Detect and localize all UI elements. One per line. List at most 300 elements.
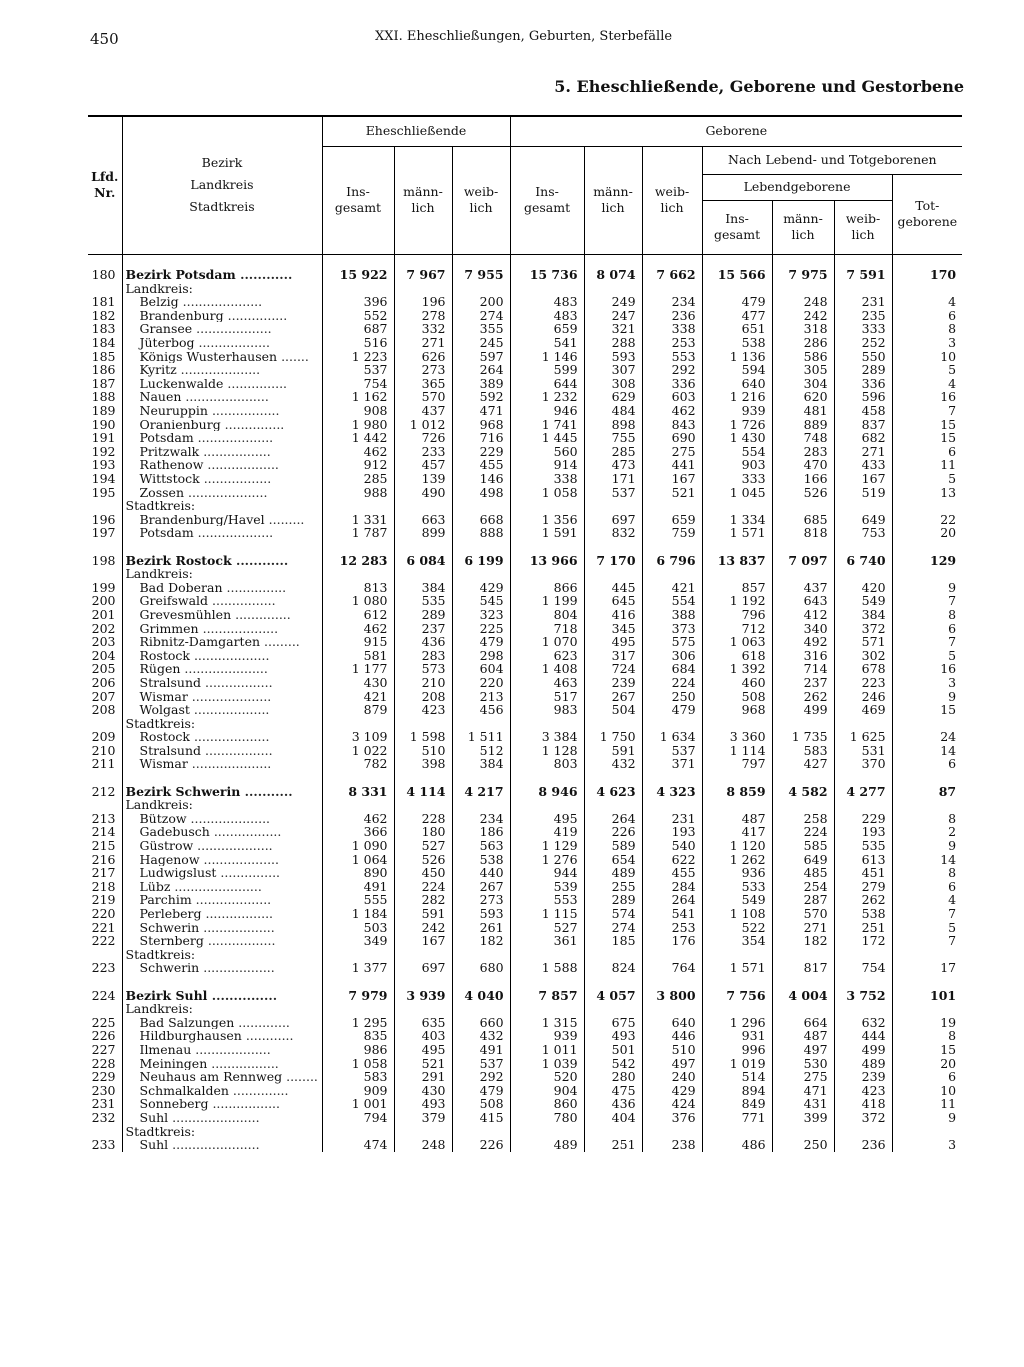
marriages-male-header: männ- lich	[394, 146, 452, 254]
marriages-female-cell: 245	[452, 336, 510, 350]
births-male-cell: 285	[584, 445, 642, 459]
region-name-cell	[122, 771, 322, 785]
live-total-cell: 15 566	[702, 268, 772, 282]
region-name-cell	[122, 730, 322, 744]
marriages-female-cell: 186	[452, 825, 510, 839]
region-name: Grevesmühlen	[139, 607, 232, 622]
births-female-cell: 236	[642, 309, 702, 323]
live-female-cell: 499	[834, 1043, 892, 1057]
spacer-cell	[892, 254, 962, 268]
region-name-cell	[122, 295, 322, 309]
births-female-cell: 479	[642, 703, 702, 717]
live-male-cell: 286	[772, 336, 834, 350]
region-name: Kyritz	[139, 363, 177, 377]
row-number-cell: 180	[91, 268, 116, 282]
region-name: Meiningen	[139, 1056, 208, 1071]
births-total-cell: 520	[510, 1070, 584, 1084]
row-number-cell: 227	[91, 1042, 116, 1057]
marriages-total-cell: 1 090	[322, 839, 394, 853]
stillbirths-cell	[892, 975, 962, 989]
leader-dots: ...............	[222, 580, 287, 595]
region-name: Stralsund	[139, 743, 202, 758]
marriages-total-cell: 1 331	[322, 513, 394, 527]
marriages-total-cell: 1 787	[322, 526, 394, 540]
marriages-male-cell: 384	[394, 581, 452, 595]
row-number-cell: 194	[91, 472, 116, 486]
table-row	[88, 1097, 962, 1111]
live-total-cell: 1 571	[702, 961, 772, 975]
marriages-total-cell: 1 377	[322, 961, 394, 975]
marriages-male-cell	[394, 948, 452, 962]
region-name-cell	[122, 907, 322, 921]
marriages-female-cell: 429	[452, 581, 510, 595]
region-name-cell	[122, 1111, 322, 1125]
row-number-cell: 224	[91, 988, 116, 1003]
group-label-row	[88, 798, 962, 812]
live-total-cell: 1 114	[702, 744, 772, 758]
marriages-female-cell: 455	[452, 458, 510, 472]
live-female-cell: 231	[834, 295, 892, 309]
row-number-cell: 200	[91, 594, 116, 608]
births-male-cell: 247	[584, 309, 642, 323]
spacer-cell	[834, 254, 892, 268]
row-number-cell	[88, 798, 122, 812]
region-name: Neuhaus am Rennweg	[139, 1070, 283, 1084]
births-female-cell	[642, 540, 702, 554]
births-male-cell: 274	[584, 921, 642, 935]
leader-dots: ...................	[198, 621, 279, 636]
births-male-cell: 542	[584, 1057, 642, 1071]
marriages-female-cell: 182	[452, 934, 510, 948]
region-name-cell	[122, 1029, 322, 1043]
live-female-cell: 549	[834, 594, 892, 608]
live-female-cell: 531	[834, 744, 892, 758]
marriages-total-cell: 986	[322, 1043, 394, 1057]
group-label-row	[88, 948, 962, 962]
marriages-male-cell: 398	[394, 757, 452, 771]
stillbirths-cell: 3	[892, 676, 962, 690]
births-total-cell: 1 315	[510, 1016, 584, 1030]
leader-dots: ......................	[168, 1138, 260, 1152]
row-number-cell: 195	[91, 485, 116, 500]
births-male-cell: 475	[584, 1084, 642, 1098]
leader-dots: ..................	[194, 336, 270, 350]
marriages-male-cell: 4 114	[394, 785, 452, 799]
marriages-male-cell: 526	[394, 853, 452, 867]
births-female-cell: 659	[642, 513, 702, 527]
stillbirths-cell: 8	[892, 322, 962, 336]
births-male-cell: 321	[584, 322, 642, 336]
region-name-cell	[122, 404, 322, 418]
row-number-cell: 230	[91, 1083, 116, 1098]
births-total-cell	[510, 975, 584, 989]
region-name: Schmalkalden	[139, 1083, 229, 1098]
marriages-male-cell: 535	[394, 594, 452, 608]
table-row	[88, 418, 962, 432]
live-female-cell: 596	[834, 390, 892, 404]
marriages-male-cell: 527	[394, 839, 452, 853]
births-total-cell: 718	[510, 622, 584, 636]
live-female-cell: 172	[834, 934, 892, 948]
births-male-cell	[584, 948, 642, 962]
live-total-cell: 3 360	[702, 730, 772, 744]
marriages-total-cell: 552	[322, 309, 394, 323]
births-female-cell: 684	[642, 662, 702, 676]
region-name-cell	[122, 757, 322, 771]
marriages-total-cell: 1 295	[322, 1016, 394, 1030]
leader-dots: ....................	[184, 485, 268, 500]
marriages-male-cell: 3 939	[394, 989, 452, 1003]
table-row	[88, 1043, 962, 1057]
live-total-cell: 1 571	[702, 526, 772, 540]
region-name: Bezirk Potsdam	[125, 268, 236, 282]
live-male-cell: 224	[772, 825, 834, 839]
marriages-total-cell	[322, 1125, 394, 1139]
live-female-cell: 469	[834, 703, 892, 717]
live-total-cell	[702, 948, 772, 962]
marriages-female-cell: 604	[452, 662, 510, 676]
region-name-cell	[122, 893, 322, 907]
live-female-cell	[834, 771, 892, 785]
marriages-male-cell	[394, 567, 452, 581]
marriages-total-cell: 1 162	[322, 390, 394, 404]
live-male-cell: 748	[772, 431, 834, 445]
region-name: Parchim	[139, 893, 192, 907]
marriages-male-cell: 271	[394, 336, 452, 350]
group-label: Stadtkreis:	[125, 499, 196, 513]
live-female-cell	[834, 540, 892, 554]
live-male-cell	[772, 717, 834, 731]
region-name-cell	[122, 390, 322, 404]
leader-dots: .................	[199, 472, 272, 486]
births-female-cell: 234	[642, 295, 702, 309]
marriages-total-cell: 421	[322, 690, 394, 704]
marriages-male-cell: 450	[394, 866, 452, 880]
region-name: Bezirk Suhl	[125, 988, 208, 1003]
births-total-cell	[510, 499, 584, 513]
table-row	[88, 893, 962, 907]
births-male-cell: 589	[584, 839, 642, 853]
region-name: Bad Doberan	[139, 580, 223, 595]
region-name: Gransee	[139, 322, 193, 337]
live-female-cell: 289	[834, 363, 892, 377]
births-male-cell: 308	[584, 377, 642, 391]
table-row	[88, 336, 962, 350]
live-female-cell: 535	[834, 839, 892, 853]
row-number-cell: 211	[91, 757, 116, 772]
births-total-cell: 489	[510, 1138, 584, 1152]
births-total-cell: 1 445	[510, 431, 584, 445]
row-number-cell: 232	[91, 1110, 116, 1125]
births-female-cell	[642, 717, 702, 731]
live-total-cell: 797	[702, 757, 772, 771]
leader-dots: .................	[201, 675, 273, 690]
live-total-cell: 894	[702, 1084, 772, 1098]
births-male-cell: 264	[584, 812, 642, 826]
leader-dots: ..................	[199, 920, 275, 935]
marriages-male-cell: 436	[394, 635, 452, 649]
marriages-total-cell: 555	[322, 893, 394, 907]
table-body	[88, 254, 962, 1152]
row-number-cell: 212	[91, 784, 116, 799]
births-female-cell: 537	[642, 744, 702, 758]
marriages-female-cell	[452, 499, 510, 513]
region-name-cell	[122, 377, 322, 391]
live-female-cell: 682	[834, 431, 892, 445]
stillbirths-cell: 7	[892, 934, 962, 948]
marriages-female-cell: 226	[452, 1138, 510, 1152]
live-male-cell: 287	[772, 893, 834, 907]
births-total-cell: 599	[510, 363, 584, 377]
region-name: Zossen	[139, 485, 184, 500]
row-number-cell: 183	[91, 322, 116, 337]
marriages-total-cell: 754	[322, 377, 394, 391]
marriages-male-cell: 663	[394, 513, 452, 527]
live-total-cell: 508	[702, 690, 772, 704]
table-row	[88, 866, 962, 880]
live-total-cell: 533	[702, 880, 772, 894]
row-number-cell: 220	[91, 907, 116, 921]
marriages-total-cell: 474	[322, 1138, 394, 1152]
table-row	[88, 622, 962, 636]
row-number-cell	[88, 540, 122, 554]
stillbirths-cell: 7	[892, 635, 962, 649]
marriages-total-cell: 908	[322, 404, 394, 418]
marriages-male-cell: 570	[394, 390, 452, 404]
live-total-cell: 538	[702, 336, 772, 350]
live-female-cell: 167	[834, 472, 892, 486]
births-female-cell: 575	[642, 635, 702, 649]
live-female-cell: 333	[834, 322, 892, 336]
lfd-nr-header: Lfd. Nr.	[88, 116, 122, 254]
marriages-total-cell: 1 184	[322, 907, 394, 921]
live-total-cell: 1 430	[702, 431, 772, 445]
group-label-cell	[122, 798, 322, 812]
region-name-cell	[122, 825, 322, 839]
marriages-male-cell: 196	[394, 295, 452, 309]
births-male-cell: 345	[584, 622, 642, 636]
live-total-cell: 996	[702, 1043, 772, 1057]
births-female-cell: 441	[642, 458, 702, 472]
region-name: Bad Salzungen	[139, 1015, 235, 1030]
marriages-male-cell: 430	[394, 1084, 452, 1098]
marriages-male-cell: 490	[394, 486, 452, 500]
live-male-cell: 492	[772, 635, 834, 649]
live-female-cell: 571	[834, 635, 892, 649]
marriages-male-cell: 332	[394, 322, 452, 336]
marriages-female-cell: 491	[452, 1043, 510, 1057]
births-total-cell	[510, 1125, 584, 1139]
live-total-cell: 333	[702, 472, 772, 486]
births-male-cell: 654	[584, 853, 642, 867]
births-male-cell	[584, 499, 642, 513]
region-name-cell	[122, 622, 322, 636]
marriages-male-cell: 228	[394, 812, 452, 826]
marriages-female-header: weib- lich	[452, 146, 510, 254]
region-name: Brandenburg/Havel	[139, 512, 265, 527]
region-name: Oranienburg	[139, 417, 221, 432]
marriages-female-cell: 479	[452, 635, 510, 649]
births-male-cell: 574	[584, 907, 642, 921]
row-number-cell: 187	[91, 376, 116, 391]
live-male-cell	[772, 1125, 834, 1139]
leader-dots: ..............	[228, 1083, 289, 1098]
table-row	[88, 390, 962, 404]
marriages-total-cell: 285	[322, 472, 394, 486]
live-total-cell: 522	[702, 921, 772, 935]
births-female-cell: 224	[642, 676, 702, 690]
births-male-cell: 288	[584, 336, 642, 350]
marriages-female-cell: 968	[452, 418, 510, 432]
marriages-total-cell: 1 980	[322, 418, 394, 432]
table-row	[88, 961, 962, 975]
stillbirths-cell	[892, 1125, 962, 1139]
marriages-total-cell: 581	[322, 649, 394, 663]
marriages-male-cell: 283	[394, 649, 452, 663]
region-name: Sonneberg	[139, 1097, 209, 1111]
live-total-cell: 13 837	[702, 554, 772, 568]
live-total-cell	[702, 771, 772, 785]
live-male-cell	[772, 771, 834, 785]
stillbirths-cell: 3	[892, 336, 962, 350]
marriages-male-cell: 208	[394, 690, 452, 704]
live-total-cell: 8 859	[702, 785, 772, 799]
region-name: Brandenburg	[139, 308, 224, 323]
spacer-cell	[584, 254, 642, 268]
marriages-female-cell	[452, 717, 510, 731]
row-number-cell	[88, 1125, 122, 1139]
leader-dots: .........	[260, 635, 300, 649]
births-male-cell: 249	[584, 295, 642, 309]
marriages-female-cell	[452, 948, 510, 962]
live-total-cell: 7 756	[702, 989, 772, 1003]
live-total-cell: 640	[702, 377, 772, 391]
table-row	[88, 458, 962, 472]
live-female-cell: 418	[834, 1097, 892, 1111]
births-male-cell: 289	[584, 893, 642, 907]
row-number-cell: 209	[91, 730, 116, 744]
group-label-cell	[122, 282, 322, 296]
region-name: Wismar	[139, 689, 188, 704]
births-male-cell: 495	[584, 635, 642, 649]
spacer-cell	[122, 254, 322, 268]
region-name-cell	[122, 934, 322, 948]
marriages-total-cell: 8 331	[322, 785, 394, 799]
row-number-cell	[88, 499, 122, 513]
marriages-male-cell: 379	[394, 1111, 452, 1125]
region-name: Gadebusch	[139, 825, 210, 840]
row-number-cell: 184	[91, 336, 116, 350]
stillbirths-cell: 11	[892, 458, 962, 472]
region-name: Suhl	[139, 1110, 169, 1125]
leader-dots: .....................	[180, 662, 268, 676]
row-number-cell: 199	[91, 580, 116, 595]
live-female-cell: 489	[834, 1057, 892, 1071]
live-female-cell: 4 277	[834, 785, 892, 799]
live-male-cell: 166	[772, 472, 834, 486]
births-female-cell: 253	[642, 336, 702, 350]
stillbirths-cell: 5	[892, 649, 962, 663]
live-total-cell: 968	[702, 703, 772, 717]
row-number-cell: 202	[91, 621, 116, 636]
marriages-total-cell: 879	[322, 703, 394, 717]
marriages-total-header: Ins- gesamt	[322, 146, 394, 254]
spacer-cell	[452, 254, 510, 268]
marriages-female-cell: 479	[452, 1084, 510, 1098]
region-name-cell	[122, 1084, 322, 1098]
stillbirths-cell: 6	[892, 1070, 962, 1084]
births-total-cell: 527	[510, 921, 584, 935]
births-female-cell: 541	[642, 907, 702, 921]
marriages-total-cell: 349	[322, 934, 394, 948]
table-row	[88, 350, 962, 364]
births-total-cell: 1 199	[510, 594, 584, 608]
region-name: Rathenow	[139, 458, 204, 472]
row-number-cell: 197	[91, 526, 116, 540]
row-number-cell: 221	[91, 920, 116, 935]
live-total-cell: 514	[702, 1070, 772, 1084]
leader-dots: ...................	[199, 852, 279, 867]
births-male-cell: 504	[584, 703, 642, 717]
table-row	[88, 594, 962, 608]
marriages-female-cell	[452, 282, 510, 296]
marriages-total-cell: 988	[322, 486, 394, 500]
live-total-cell: 931	[702, 1029, 772, 1043]
region-name-cell	[122, 322, 322, 336]
stillbirths-cell: 9	[892, 839, 962, 853]
live-female-cell: 444	[834, 1029, 892, 1043]
region-name-cell	[122, 744, 322, 758]
births-female-cell	[642, 975, 702, 989]
live-total-cell: 477	[702, 309, 772, 323]
births-female-cell: 843	[642, 418, 702, 432]
bezirk-header-label: Bezirk	[201, 155, 243, 171]
marriages-male-cell	[394, 499, 452, 513]
group-label: Stadtkreis:	[125, 716, 196, 731]
live-female-cell: 370	[834, 757, 892, 771]
table-row	[88, 921, 962, 935]
leader-dots: ......................	[168, 1110, 260, 1125]
group-label-cell	[122, 1002, 322, 1016]
marriages-female-cell: 538	[452, 853, 510, 867]
stillbirths-cell: 8	[892, 1029, 962, 1043]
live-female-cell: 384	[834, 608, 892, 622]
live-female-cell: 458	[834, 404, 892, 418]
leader-dots: ....................	[187, 757, 272, 772]
births-male-cell	[584, 798, 642, 812]
marriages-male-cell: 282	[394, 893, 452, 907]
live-male-cell: 530	[772, 1057, 834, 1071]
leader-dots: ...................	[193, 839, 273, 853]
live-total-cell: 903	[702, 458, 772, 472]
live-female-cell: 538	[834, 907, 892, 921]
region-name-cell	[122, 458, 322, 472]
marriages-male-cell: 437	[394, 404, 452, 418]
live-female-cell: 239	[834, 1070, 892, 1084]
stillbirths-header: Tot- geborene	[892, 174, 962, 254]
stillbirths-cell: 15	[892, 431, 962, 445]
births-total-cell: 1 129	[510, 839, 584, 853]
region-name-cell	[122, 363, 322, 377]
births-male-cell: 537	[584, 486, 642, 500]
stillbirths-cell: 6	[892, 309, 962, 323]
stillbirths-cell: 4	[892, 893, 962, 907]
marriages-total-cell: 430	[322, 676, 394, 690]
region-name: Wolgast	[139, 703, 190, 717]
live-male-header: männ- lich	[772, 200, 834, 254]
marriages-total-cell: 909	[322, 1084, 394, 1098]
live-female-cell: 223	[834, 676, 892, 690]
